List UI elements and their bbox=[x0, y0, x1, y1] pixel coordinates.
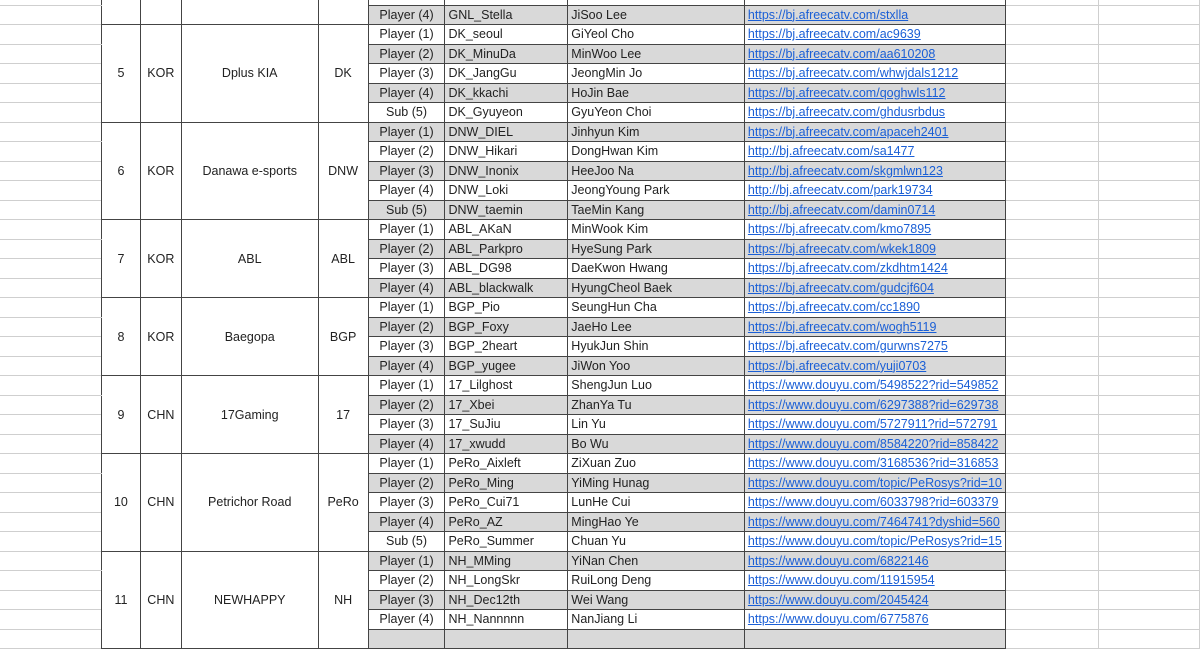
row-gutter bbox=[0, 356, 101, 376]
player-id: 17_SuJiu bbox=[445, 415, 568, 435]
row-gutter bbox=[0, 298, 101, 318]
player-row bbox=[0, 298, 1200, 318]
player-role: Player (4) bbox=[368, 278, 445, 298]
stream-link[interactable]: https://www.douyu.com/6297388?rid=629738 bbox=[744, 395, 1005, 415]
row-gutter bbox=[0, 629, 101, 649]
player-id: ABL_Parkpro bbox=[445, 239, 568, 259]
player-real-name: MingHao Ye bbox=[568, 512, 745, 532]
player-row bbox=[0, 454, 1200, 474]
empty-cell bbox=[1099, 298, 1200, 318]
empty-cell bbox=[1099, 434, 1200, 454]
empty-cell bbox=[1099, 629, 1200, 649]
team-tag: DNW bbox=[318, 122, 368, 220]
team-tag: ABL bbox=[318, 220, 368, 298]
team-rank: 6 bbox=[101, 122, 140, 220]
player-real-name: YiNan Chen bbox=[568, 551, 745, 571]
stream-link[interactable]: http://bj.afreecatv.com/damin0714 bbox=[744, 200, 1005, 220]
row-gutter bbox=[0, 278, 101, 298]
empty-cell bbox=[1099, 356, 1200, 376]
stream-link[interactable]: https://bj.afreecatv.com/stxlla bbox=[744, 5, 1005, 25]
stream-link[interactable]: http://bj.afreecatv.com/sa1477 bbox=[744, 142, 1005, 162]
player-role bbox=[368, 629, 445, 649]
row-gutter bbox=[0, 571, 101, 591]
team-name bbox=[181, 0, 318, 25]
row-gutter bbox=[0, 200, 101, 220]
empty-cell bbox=[1005, 454, 1099, 474]
player-id: PeRo_Summer bbox=[445, 532, 568, 552]
team-country: CHN bbox=[140, 551, 181, 649]
player-real-name: Chuan Yu bbox=[568, 532, 745, 552]
empty-cell bbox=[1005, 434, 1099, 454]
player-role: Player (3) bbox=[368, 415, 445, 435]
stream-link[interactable]: https://bj.afreecatv.com/wogh5119 bbox=[744, 317, 1005, 337]
empty-cell bbox=[1005, 317, 1099, 337]
empty-cell bbox=[1099, 376, 1200, 396]
empty-cell bbox=[1005, 415, 1099, 435]
stream-link[interactable]: https://bj.afreecatv.com/gudcjf604 bbox=[744, 278, 1005, 298]
stream-link[interactable]: https://bj.afreecatv.com/aa610208 bbox=[744, 44, 1005, 64]
empty-cell bbox=[1005, 551, 1099, 571]
empty-cell bbox=[1005, 532, 1099, 552]
empty-cell bbox=[1005, 200, 1099, 220]
player-row bbox=[0, 551, 1200, 571]
player-real-name: ShengJun Luo bbox=[568, 376, 745, 396]
team-name: Baegopa bbox=[181, 298, 318, 376]
empty-cell bbox=[1005, 25, 1099, 45]
stream-link[interactable]: https://www.douyu.com/7464741?dyshid=560 bbox=[744, 512, 1005, 532]
player-real-name: Wei Wang bbox=[568, 590, 745, 610]
player-id: PeRo_Ming bbox=[445, 473, 568, 493]
stream-link[interactable]: https://bj.afreecatv.com/whwjdals1212 bbox=[744, 64, 1005, 84]
player-real-name: JiWon Yoo bbox=[568, 356, 745, 376]
player-real-name: Jinhyun Kim bbox=[568, 122, 745, 142]
empty-cell bbox=[1099, 278, 1200, 298]
empty-cell bbox=[1005, 259, 1099, 279]
player-role: Player (4) bbox=[368, 356, 445, 376]
player-id: DK_JangGu bbox=[445, 64, 568, 84]
empty-cell bbox=[1099, 142, 1200, 162]
stream-link[interactable]: https://bj.afreecatv.com/yuji0703 bbox=[744, 356, 1005, 376]
player-role: Player (1) bbox=[368, 25, 445, 45]
player-row bbox=[0, 25, 1200, 45]
team-country: KOR bbox=[140, 25, 181, 123]
empty-cell bbox=[1005, 395, 1099, 415]
stream-link[interactable]: https://bj.afreecatv.com/kmo7895 bbox=[744, 220, 1005, 240]
empty-cell bbox=[1005, 610, 1099, 630]
player-real-name: DaeKwon Hwang bbox=[568, 259, 745, 279]
empty-cell bbox=[1005, 493, 1099, 513]
player-id: 17_Lilghost bbox=[445, 376, 568, 396]
player-id: BGP_2heart bbox=[445, 337, 568, 357]
empty-cell bbox=[1005, 278, 1099, 298]
row-gutter bbox=[0, 259, 101, 279]
row-gutter bbox=[0, 473, 101, 493]
team-country: CHN bbox=[140, 454, 181, 552]
stream-link[interactable] bbox=[744, 629, 1005, 649]
player-id: PeRo_Aixleft bbox=[445, 454, 568, 474]
empty-cell bbox=[1099, 571, 1200, 591]
empty-cell bbox=[1099, 181, 1200, 201]
empty-cell bbox=[1099, 239, 1200, 259]
row-gutter bbox=[0, 142, 101, 162]
player-id: DNW_DIEL bbox=[445, 122, 568, 142]
empty-cell bbox=[1099, 44, 1200, 64]
player-role: Player (4) bbox=[368, 512, 445, 532]
player-real-name: HyeSung Park bbox=[568, 239, 745, 259]
player-real-name: JiSoo Lee bbox=[568, 5, 745, 25]
player-id: NH_Nannnnn bbox=[445, 610, 568, 630]
player-id bbox=[445, 629, 568, 649]
team-country: KOR bbox=[140, 298, 181, 376]
row-gutter bbox=[0, 122, 101, 142]
player-role: Player (4) bbox=[368, 181, 445, 201]
team-name: 17Gaming bbox=[181, 376, 318, 454]
player-id: DK_seoul bbox=[445, 25, 568, 45]
stream-link[interactable]: https://bj.afreecatv.com/qoghwls112 bbox=[744, 83, 1005, 103]
empty-cell bbox=[1099, 512, 1200, 532]
player-real-name: HyukJun Shin bbox=[568, 337, 745, 357]
player-role: Sub (5) bbox=[368, 532, 445, 552]
empty-cell bbox=[1099, 590, 1200, 610]
player-role: Player (2) bbox=[368, 473, 445, 493]
row-gutter bbox=[0, 415, 101, 435]
team-rank: 7 bbox=[101, 220, 140, 298]
player-id: DNW_taemin bbox=[445, 200, 568, 220]
row-gutter bbox=[0, 161, 101, 181]
empty-cell bbox=[1005, 44, 1099, 64]
player-real-name: HeeJoo Na bbox=[568, 161, 745, 181]
team-tag: DK bbox=[318, 25, 368, 123]
team-tag: BGP bbox=[318, 298, 368, 376]
player-role: Player (2) bbox=[368, 142, 445, 162]
stream-link[interactable]: https://bj.afreecatv.com/wkek1809 bbox=[744, 239, 1005, 259]
empty-cell bbox=[1099, 493, 1200, 513]
player-id: ABL_DG98 bbox=[445, 259, 568, 279]
row-gutter bbox=[0, 590, 101, 610]
player-real-name: NanJiang Li bbox=[568, 610, 745, 630]
row-gutter bbox=[0, 454, 101, 474]
player-real-name: JeongYoung Park bbox=[568, 181, 745, 201]
empty-cell bbox=[1005, 590, 1099, 610]
stream-link[interactable]: https://www.douyu.com/6775876 bbox=[744, 610, 1005, 630]
player-id: GNL_Stella bbox=[445, 5, 568, 25]
team-name: NEWHAPPY bbox=[181, 551, 318, 649]
player-role: Sub (5) bbox=[368, 103, 445, 123]
row-gutter bbox=[0, 5, 101, 25]
row-gutter bbox=[0, 337, 101, 357]
player-role: Player (4) bbox=[368, 610, 445, 630]
player-real-name: YiMing Hunag bbox=[568, 473, 745, 493]
player-real-name: HyungCheol Baek bbox=[568, 278, 745, 298]
stream-link[interactable]: https://bj.afreecatv.com/gurwns7275 bbox=[744, 337, 1005, 357]
team-rank bbox=[101, 0, 140, 25]
empty-cell bbox=[1099, 337, 1200, 357]
empty-cell bbox=[1005, 5, 1099, 25]
row-gutter bbox=[0, 395, 101, 415]
player-real-name: TaeMin Kang bbox=[568, 200, 745, 220]
row-gutter bbox=[0, 532, 101, 552]
empty-cell bbox=[1005, 64, 1099, 84]
player-role: Player (1) bbox=[368, 220, 445, 240]
player-id: NH_MMing bbox=[445, 551, 568, 571]
empty-cell bbox=[1005, 83, 1099, 103]
player-real-name: HoJin Bae bbox=[568, 83, 745, 103]
row-gutter bbox=[0, 103, 101, 123]
empty-cell bbox=[1099, 25, 1200, 45]
team-country: CHN bbox=[140, 376, 181, 454]
row-gutter bbox=[0, 551, 101, 571]
empty-cell bbox=[1005, 356, 1099, 376]
team-rank: 10 bbox=[101, 454, 140, 552]
empty-cell bbox=[1005, 337, 1099, 357]
player-id: BGP_Foxy bbox=[445, 317, 568, 337]
team-rank: 8 bbox=[101, 298, 140, 376]
empty-cell bbox=[1099, 161, 1200, 181]
row-gutter bbox=[0, 181, 101, 201]
player-row bbox=[0, 122, 1200, 142]
player-id: PeRo_AZ bbox=[445, 512, 568, 532]
player-id: NH_LongSkr bbox=[445, 571, 568, 591]
player-real-name: RuiLong Deng bbox=[568, 571, 745, 591]
player-real-name bbox=[568, 629, 745, 649]
empty-cell bbox=[1099, 551, 1200, 571]
stream-link[interactable]: https://www.douyu.com/11915954 bbox=[744, 571, 1005, 591]
player-role: Player (1) bbox=[368, 376, 445, 396]
row-gutter bbox=[0, 610, 101, 630]
player-real-name: SeungHun Cha bbox=[568, 298, 745, 318]
row-gutter bbox=[0, 44, 101, 64]
player-role: Player (2) bbox=[368, 44, 445, 64]
stream-link[interactable]: https://bj.afreecatv.com/apaceh2401 bbox=[744, 122, 1005, 142]
stream-link[interactable]: https://www.douyu.com/5727911?rid=572791 bbox=[744, 415, 1005, 435]
player-role: Player (4) bbox=[368, 434, 445, 454]
empty-cell bbox=[1099, 415, 1200, 435]
player-id: PeRo_Cui71 bbox=[445, 493, 568, 513]
player-id: DK_Gyuyeon bbox=[445, 103, 568, 123]
player-real-name: ZiXuan Zuo bbox=[568, 454, 745, 474]
player-id: 17_xwudd bbox=[445, 434, 568, 454]
empty-cell bbox=[1099, 259, 1200, 279]
empty-cell bbox=[1005, 473, 1099, 493]
player-id: ABL_blackwalk bbox=[445, 278, 568, 298]
player-role: Player (2) bbox=[368, 239, 445, 259]
player-id: BGP_yugee bbox=[445, 356, 568, 376]
stream-link[interactable]: https://bj.afreecatv.com/zkdhtm1424 bbox=[744, 259, 1005, 279]
player-role: Player (4) bbox=[368, 5, 445, 25]
empty-cell bbox=[1005, 571, 1099, 591]
empty-cell bbox=[1099, 5, 1200, 25]
empty-cell bbox=[1099, 454, 1200, 474]
player-role: Player (3) bbox=[368, 590, 445, 610]
player-real-name: JaeHo Lee bbox=[568, 317, 745, 337]
team-name: Danawa e-sports bbox=[181, 122, 318, 220]
row-gutter bbox=[0, 64, 101, 84]
empty-cell bbox=[1005, 122, 1099, 142]
player-role: Player (2) bbox=[368, 571, 445, 591]
row-gutter bbox=[0, 220, 101, 240]
row-gutter bbox=[0, 376, 101, 396]
stream-link[interactable]: https://www.douyu.com/6033798?rid=603379 bbox=[744, 493, 1005, 513]
player-role: Player (1) bbox=[368, 122, 445, 142]
player-id: DNW_Loki bbox=[445, 181, 568, 201]
row-gutter bbox=[0, 493, 101, 513]
player-role: Player (4) bbox=[368, 83, 445, 103]
empty-cell bbox=[1005, 103, 1099, 123]
player-id: DNW_Hikari bbox=[445, 142, 568, 162]
player-real-name: Lin Yu bbox=[568, 415, 745, 435]
stream-link[interactable]: https://bj.afreecatv.com/cc1890 bbox=[744, 298, 1005, 318]
player-real-name: JeongMin Jo bbox=[568, 64, 745, 84]
empty-cell bbox=[1005, 142, 1099, 162]
player-role: Player (3) bbox=[368, 337, 445, 357]
player-id: 17_Xbei bbox=[445, 395, 568, 415]
player-role: Player (3) bbox=[368, 64, 445, 84]
team-rank: 5 bbox=[101, 25, 140, 123]
team-tag: NH bbox=[318, 551, 368, 649]
team-name: ABL bbox=[181, 220, 318, 298]
player-role: Player (3) bbox=[368, 161, 445, 181]
empty-cell bbox=[1099, 317, 1200, 337]
player-real-name: GyuYeon Choi bbox=[568, 103, 745, 123]
stream-link[interactable]: https://www.douyu.com/5498522?rid=549852 bbox=[744, 376, 1005, 396]
empty-cell bbox=[1005, 239, 1099, 259]
player-real-name: MinWoo Lee bbox=[568, 44, 745, 64]
player-id: DK_kkachi bbox=[445, 83, 568, 103]
stream-link[interactable]: http://bj.afreecatv.com/park19734 bbox=[744, 181, 1005, 201]
empty-cell bbox=[1005, 376, 1099, 396]
row-gutter bbox=[0, 239, 101, 259]
empty-cell bbox=[1099, 64, 1200, 84]
empty-cell bbox=[1099, 532, 1200, 552]
empty-cell bbox=[1005, 298, 1099, 318]
stream-link[interactable]: https://www.douyu.com/6822146 bbox=[744, 551, 1005, 571]
player-role: Player (1) bbox=[368, 298, 445, 318]
row-gutter bbox=[0, 512, 101, 532]
team-name: Dplus KIA bbox=[181, 25, 318, 123]
player-role: Player (3) bbox=[368, 259, 445, 279]
empty-cell bbox=[1005, 181, 1099, 201]
player-row bbox=[0, 220, 1200, 240]
stream-link[interactable]: https://bj.afreecatv.com/ac9639 bbox=[744, 25, 1005, 45]
player-real-name: Bo Wu bbox=[568, 434, 745, 454]
empty-cell bbox=[1099, 122, 1200, 142]
empty-cell bbox=[1005, 161, 1099, 181]
row-gutter bbox=[0, 83, 101, 103]
player-role: Player (2) bbox=[368, 395, 445, 415]
empty-cell bbox=[1099, 395, 1200, 415]
player-real-name: LunHe Cui bbox=[568, 493, 745, 513]
stream-link[interactable]: https://www.douyu.com/3168536?rid=316853 bbox=[744, 454, 1005, 474]
player-real-name: ZhanYa Tu bbox=[568, 395, 745, 415]
player-role: Player (3) bbox=[368, 493, 445, 513]
team-country bbox=[140, 0, 181, 25]
row-gutter bbox=[0, 317, 101, 337]
empty-cell bbox=[1099, 220, 1200, 240]
team-country: KOR bbox=[140, 122, 181, 220]
stream-link[interactable]: https://www.douyu.com/topic/PeRosys?rid=15 bbox=[744, 532, 1005, 552]
stream-link[interactable]: https://www.douyu.com/topic/PeRosys?rid=10 bbox=[744, 473, 1005, 493]
team-rank: 11 bbox=[101, 551, 140, 649]
team-rank: 9 bbox=[101, 376, 140, 454]
empty-cell bbox=[1005, 629, 1099, 649]
empty-cell bbox=[1005, 512, 1099, 532]
player-role: Player (1) bbox=[368, 551, 445, 571]
player-row bbox=[0, 376, 1200, 396]
player-id: NH_Dec12th bbox=[445, 590, 568, 610]
stream-link[interactable]: https://www.douyu.com/8584220?rid=858422 bbox=[744, 434, 1005, 454]
team-country: KOR bbox=[140, 220, 181, 298]
row-gutter bbox=[0, 25, 101, 45]
empty-cell bbox=[1099, 200, 1200, 220]
team-tag: 17 bbox=[318, 376, 368, 454]
row-gutter bbox=[0, 434, 101, 454]
empty-cell bbox=[1005, 220, 1099, 240]
player-real-name: MinWook Kim bbox=[568, 220, 745, 240]
stream-link[interactable]: http://bj.afreecatv.com/skgmlwn123 bbox=[744, 161, 1005, 181]
stream-link[interactable]: https://bj.afreecatv.com/ghdusrbdus bbox=[744, 103, 1005, 123]
player-role: Player (2) bbox=[368, 317, 445, 337]
player-id: BGP_Pio bbox=[445, 298, 568, 318]
player-real-name: GiYeol Cho bbox=[568, 25, 745, 45]
empty-cell bbox=[1099, 473, 1200, 493]
player-role: Sub (5) bbox=[368, 200, 445, 220]
team-tag bbox=[318, 0, 368, 25]
team-name: Petrichor Road bbox=[181, 454, 318, 552]
stream-link[interactable]: https://www.douyu.com/2045424 bbox=[744, 590, 1005, 610]
team-tag: PeRo bbox=[318, 454, 368, 552]
player-id: DNW_Inonix bbox=[445, 161, 568, 181]
player-id: ABL_AKaN bbox=[445, 220, 568, 240]
player-id: DK_MinuDa bbox=[445, 44, 568, 64]
empty-cell bbox=[1099, 103, 1200, 123]
empty-cell bbox=[1099, 610, 1200, 630]
player-role: Player (1) bbox=[368, 454, 445, 474]
player-real-name: DongHwan Kim bbox=[568, 142, 745, 162]
empty-cell bbox=[1099, 83, 1200, 103]
